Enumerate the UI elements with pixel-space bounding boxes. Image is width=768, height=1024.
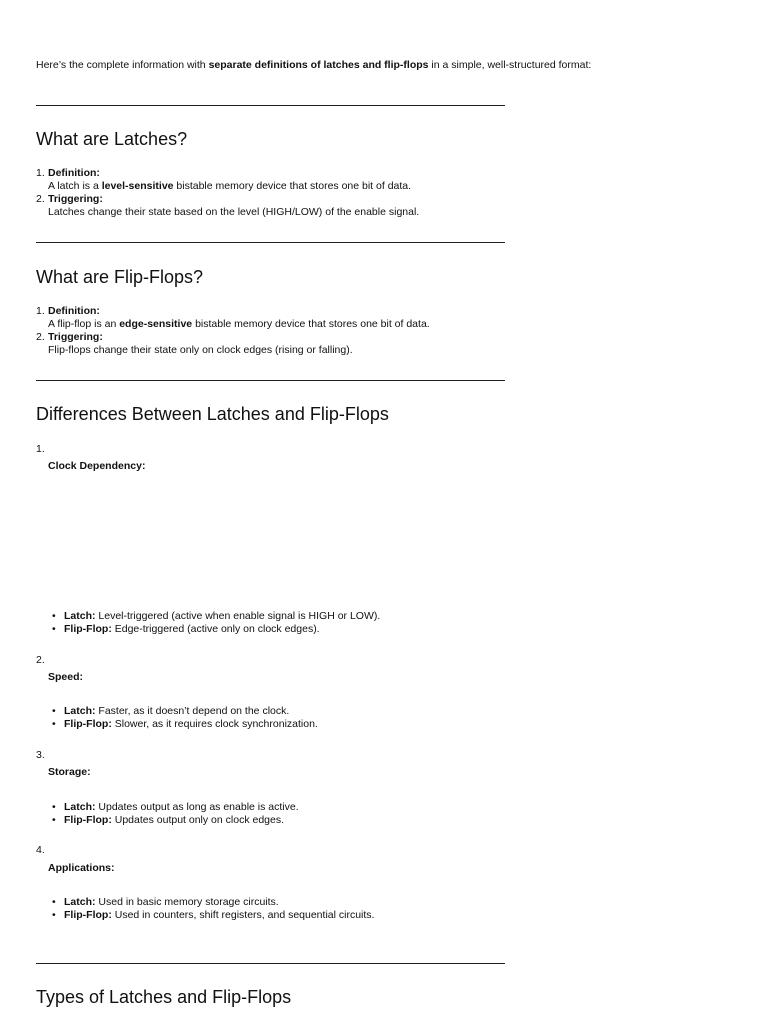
term-label: Definition:: [48, 167, 100, 179]
diff-bullets-storage: [64, 801, 299, 827]
desc-bold: edge-sensitive: [119, 318, 193, 330]
diff-number: 2.: [36, 654, 45, 666]
list-item-triggering: [36, 331, 430, 357]
item-number: 2.: [36, 193, 45, 205]
latch-label: Latch:: [64, 801, 96, 813]
intro-prefix: Here’s the complete information with: [36, 59, 209, 71]
diff-title-storage: Storage:: [48, 766, 91, 778]
list-item: [64, 896, 374, 909]
item-number: 2.: [36, 331, 45, 343]
divider: [36, 242, 505, 243]
heading-flip-flops: What are Flip-Flops?: [36, 267, 204, 287]
list-item: [64, 801, 299, 814]
flip-flop-label: Flip-Flop:: [64, 909, 112, 921]
list-item: [64, 705, 318, 718]
latch-text: Used in basic memory storage circuits.: [95, 896, 279, 908]
diff-number: 1.: [36, 443, 45, 455]
flip-flop-text: Slower, as it requires clock synchronization.: [111, 718, 318, 730]
latches-list: [36, 167, 419, 219]
flip-flop-label: Flip-Flop:: [64, 623, 112, 635]
flip-flop-text: Used in counters, shift registers, and sequential circuits.: [111, 909, 375, 921]
list-item: [64, 610, 380, 623]
latch-label: Latch:: [64, 610, 96, 622]
term-description: [48, 180, 419, 193]
diff-title-applications: Applications:: [48, 862, 115, 874]
heading-differences: Differences Between Latches and Flip-Flops: [36, 404, 389, 424]
diff-bullets-speed: [64, 705, 318, 731]
heading-types: Types of Latches and Flip-Flops: [36, 987, 292, 1007]
intro-suffix: in a simple, well-structured format:: [428, 59, 592, 71]
desc-text: A latch is a: [48, 180, 102, 192]
list-item-definition: [36, 167, 419, 193]
divider: [36, 963, 505, 964]
list-item: [64, 814, 299, 827]
term-label: Definition:: [48, 305, 100, 317]
term-label: Triggering:: [48, 193, 103, 205]
term-label: Triggering:: [48, 331, 103, 343]
diff-bullets-clock-dependency: [64, 610, 380, 636]
diff-title-clock-dependency: Clock Dependency:: [48, 460, 146, 472]
heading-latches: What are Latches?: [36, 129, 188, 149]
item-number: 1.: [36, 167, 45, 179]
term-description: Flip-flops change their state only on clock edges (rising or falling).: [48, 344, 353, 356]
latch-text: Updates output as long as enable is active.: [95, 801, 299, 813]
flip-flop-label: Flip-Flop:: [64, 718, 112, 730]
flip-flops-list: [36, 305, 430, 357]
list-item-triggering: [36, 193, 419, 219]
latch-text: Faster, as it doesn’t depend on the clock.: [95, 705, 290, 717]
item-number: 1.: [36, 305, 45, 317]
desc-text: bistable memory device that stores one bit of data.: [192, 318, 430, 330]
latch-label: Latch:: [64, 705, 96, 717]
list-item: [64, 623, 380, 636]
list-item: [64, 718, 318, 731]
list-item-definition: [36, 305, 430, 331]
diff-bullets-applications: [64, 896, 374, 922]
desc-bold: level-sensitive: [101, 180, 174, 192]
diff-number: 3.: [36, 749, 45, 761]
desc-text: bistable memory device that stores one bit of data.: [173, 180, 412, 192]
desc-text: A flip-flop is an: [48, 318, 120, 330]
term-description: [48, 318, 430, 331]
flip-flop-text: Updates output only on clock edges.: [111, 814, 285, 826]
diff-number: 4.: [36, 844, 45, 856]
intro-paragraph: [36, 58, 591, 72]
intro-bold: separate definitions of latches and flip-flops: [208, 59, 429, 71]
flip-flop-label: Flip-Flop:: [64, 814, 112, 826]
flip-flop-text: Edge-triggered (active only on clock edges).: [111, 623, 320, 635]
divider: [36, 380, 505, 381]
latch-text: Level-triggered (active when enable signal is HIGH or LOW).: [95, 610, 381, 622]
diff-title-speed: Speed:: [48, 671, 84, 683]
term-description: Latches change their state based on the level (HIGH/LOW) of the enable signal.: [48, 206, 420, 218]
latch-label: Latch:: [64, 896, 96, 908]
list-item: [64, 909, 374, 922]
divider: [36, 105, 505, 106]
